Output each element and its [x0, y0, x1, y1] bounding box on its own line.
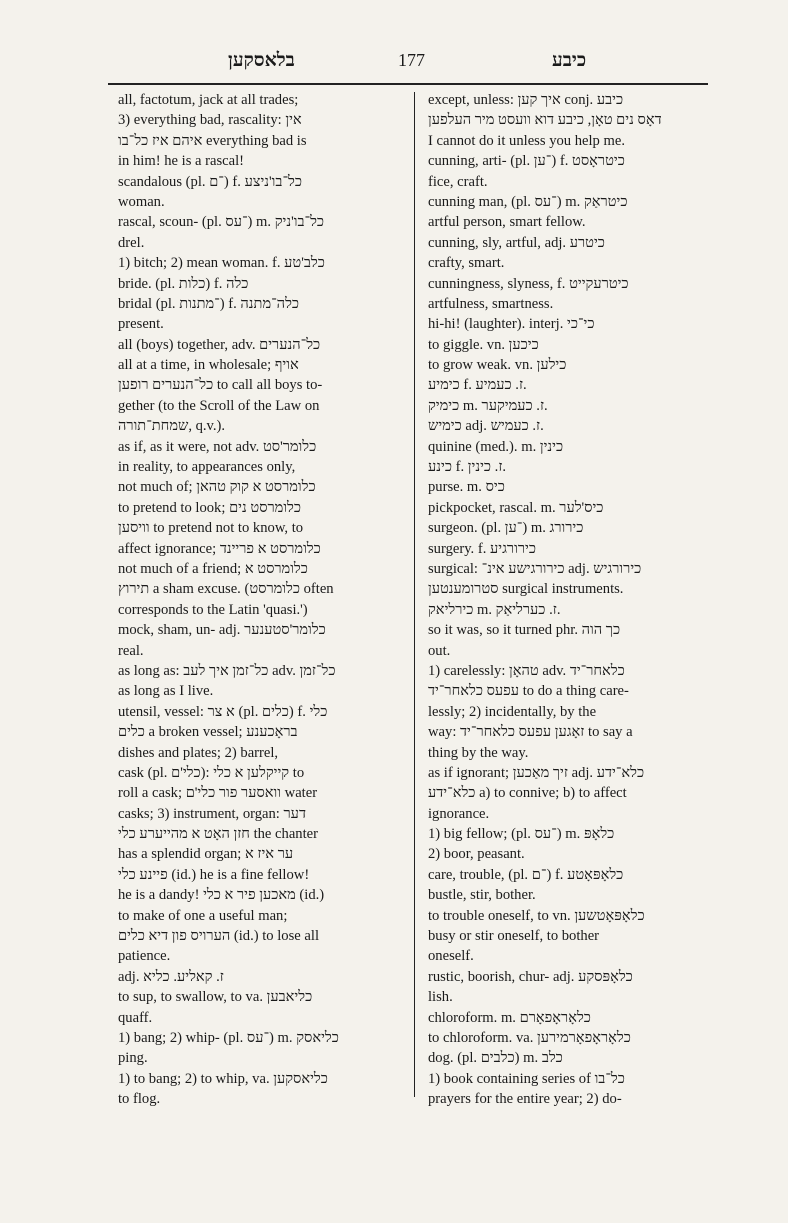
entry-line: mock, sham, un- adj. כלומר'סטענער [118, 622, 326, 639]
entry-line: cunning, sly, artful, adj. כיטרע [428, 234, 605, 251]
entry-line: הערויס פון דיא כלים (id.) to lose all [118, 928, 319, 945]
entry-line: I cannot do it unless you help me. [428, 132, 625, 149]
entry-line: hi-hi! (laughter). interj. כי־כי [428, 316, 595, 333]
entry-line: cunningness, slyness, f. כיטרעקייט [428, 275, 629, 292]
entry-line: עפעס כלאחר־יד to do a thing care- [428, 683, 629, 700]
entry-line: bustle, stir, bother. [428, 887, 536, 904]
entry-line: סטרומענטען surgical instruments. [428, 581, 624, 598]
entry-line: chloroform. m. כלאָראָפאָרם [428, 1009, 591, 1026]
entry-line: כימיק m. ז. כעמיקער. [428, 397, 548, 414]
entry-line: פיינע כלי (id.) he is a fine fellow! [118, 866, 310, 883]
entry-line: cunning man, (pl. ־עס) m. כיטראַק [428, 193, 628, 210]
entry-line: כירליאק m. ז. כערליאַק. [428, 601, 561, 618]
entry-line: ping. [118, 1050, 148, 1067]
entry-line: וויסען to pretend not to know, to [118, 520, 304, 537]
entry-line: out. [428, 642, 451, 659]
entry-line: except, unless: איך קען conj. כיבע [428, 92, 624, 108]
entry-line: thing by the way. [428, 744, 529, 761]
entry-line: 1) bang; 2) whip- (pl. ־עס) m. כליאסק [118, 1029, 339, 1046]
entry-line: to chloroform. va. כלאָראָפאָרמירען [428, 1029, 631, 1046]
entry-line: affect ignorance; כלומרסט א פריינד [118, 540, 321, 557]
entry-line: quaff. [118, 1009, 153, 1026]
entry-line: כלא־ידע a) to connive; b) to affect [428, 785, 627, 802]
entry-line: 3) everything bad, rascality: אין [118, 112, 302, 129]
entry-line: surgical: כירורגישע אינ־ adj. כירורגיש [428, 560, 642, 577]
entry-line: purse. m. כיס [428, 479, 505, 496]
entry-line: drel. [118, 234, 145, 251]
entry-line: patience. [118, 948, 171, 965]
entry-line: כימיש adj. ז. כעמיש. [428, 418, 544, 435]
page-number: 177 [398, 50, 425, 70]
entry-line: prayers for the entire year; 2) do- [428, 1091, 622, 1108]
entry-line: ignorance. [428, 805, 490, 822]
entry-line: rascal, scoun- (pl. ־עס) m. כל־בו'ניק [118, 214, 325, 231]
entry-line: to flog. [118, 1091, 161, 1108]
entry-line: in him! he is a rascal! [118, 153, 245, 170]
entry-line: כימיע f. ז. כעמיע. [428, 377, 527, 394]
entry-line: scandalous (pl. ־ם) f. כל־בו'ניצע [118, 173, 302, 190]
entry-line: surgeon. (pl. ־ען) m. כירורג [428, 520, 584, 537]
entry-line: gether (to the Scroll of the Law on [118, 397, 320, 414]
entry-line: bridal (pl. ־מתנות) f. כלה־מתנה [118, 295, 300, 312]
entry-line: דאָס נים טאָן, כיבע דוא וועסט מיר העלפען [428, 112, 662, 129]
entry-line: cunning, arti- (pl. ־ען) f. כיטראָסט [428, 153, 625, 170]
entry-line: שמחת־תורה, q.v.). [118, 418, 226, 435]
entry-line: he is a dandy! מאכען פיר א כלי (id.) [118, 887, 325, 904]
entry-line: 1) bitch; 2) mean woman. f. כלב'טע [118, 255, 325, 272]
entry-line: to giggle. vn. כיכען [428, 336, 539, 353]
column-divider [414, 92, 415, 1097]
entry-line: lessly; 2) incidentally, by the [428, 703, 597, 720]
header-rule [108, 83, 708, 85]
entry-line: present. [118, 316, 164, 333]
entry-line: to pretend to look; כלומרסט נים [118, 499, 302, 516]
entry-line: 1) big fellow; (pl. ־עס) m. כלאָפּ [428, 826, 615, 843]
entry-line: so it was, so it turned phr. כך הוה [428, 622, 621, 639]
entry-line: dog. (pl. כלבים) m. כלב [428, 1050, 563, 1067]
entry-line: all, factotum, jack at all trades; [118, 92, 299, 108]
entry-line: 1) to bang; 2) to whip, va. כליאסקען [118, 1070, 328, 1087]
entry-line: תירוץ a sham excuse. (כלומרסט often [118, 581, 334, 598]
entry-line: has a splendid organ; ער איז א [118, 846, 294, 863]
entry-line: all (boys) together, adv. כל־הנערים [118, 336, 321, 353]
entry-line: rustic, boorish, chur- adj. כלאָפּסקע [428, 968, 633, 985]
entry-line: as if ignorant; זיך מאַכען adj. כלא־ידע [428, 764, 645, 781]
entry-line: cask (pl. כלי'ם): קייקלען א כלי to [118, 764, 305, 781]
entry-line: artfulness, smartness. [428, 295, 554, 312]
entry-line: as if, as it were, not adv. כלומר'סט [118, 438, 317, 455]
entry-line: busy or stir oneself, to bother [428, 928, 600, 945]
entry-line: all at a time, in wholesale; אויף [118, 357, 299, 374]
entry-line: to sup, to swallow, to va. כליאבען [118, 989, 313, 1006]
page-header [0, 50, 788, 84]
entry-line: as long as I live. [118, 683, 214, 700]
entry-line: bride. (pl. כלות) f. כלה [118, 275, 249, 292]
entry-line: real. [118, 642, 144, 659]
entry-line: corresponds to the Latin 'quasi.') [118, 601, 308, 618]
entry-line: pickpocket, rascal. m. כיס'לער [428, 499, 604, 516]
entry-line: lish. [428, 989, 453, 1006]
entry-line: fice, craft. [428, 173, 488, 190]
entry-line: quinine (med.). m. כינין [428, 438, 564, 455]
entry-line: 1) carelessly: טהאָן adv. כלאחר־יד [428, 662, 625, 679]
entry-line: dishes and plates; 2) barrel, [118, 744, 279, 761]
entry-line: as long as: כל־זמן איך לעב adv. כל־זמן [118, 662, 336, 679]
entry-line: roll a cask; וואסער פור כלי'ם water [118, 785, 318, 802]
entry-line: artful person, smart fellow. [428, 214, 586, 231]
header-right-guide-word: כיבע [552, 50, 587, 71]
entry-line: 2) boor, peasant. [428, 846, 525, 863]
entry-line: כלים a broken vessel; בראָכענע [118, 724, 298, 741]
entry-line: crafty, smart. [428, 255, 505, 272]
entry-line: not much of a friend; כלומרסט א [118, 560, 308, 577]
left-column [118, 90, 406, 1110]
entry-line: utensil, vessel: א צר (pl. כלים) f. כלי [118, 703, 328, 720]
entry-line: כל־הנערים רופען to call all boys to- [118, 377, 323, 394]
entry-line: surgery. f. כירורגיע [428, 540, 536, 557]
entry-line: כינע f. ז. כינין. [428, 459, 507, 476]
entry-line: not much of; כלומרסט א קוק טהאן [118, 479, 316, 496]
entry-line: to make of one a useful man; [118, 907, 288, 924]
entry-line: oneself. [428, 948, 474, 965]
header-left-guide-word: בלאסקען [228, 50, 295, 71]
entry-line: in reality, to appearances only, [118, 459, 296, 476]
entry-line: חזן האָט א מהייערע כלי the chanter [118, 826, 318, 843]
entry-line: adj. ז. קאליע. כליא [118, 968, 224, 985]
entry-line: casks; 3) instrument, organ: דער [118, 805, 306, 822]
entry-line: 1) book containing series of כל־בו [428, 1070, 625, 1087]
right-column [428, 90, 706, 1110]
entry-line: to grow weak. vn. כילען [428, 357, 567, 374]
entry-line: way: זאָגען עפעס כלאחר־יד to say a [428, 724, 633, 741]
entry-line: woman. [118, 193, 165, 210]
entry-line: care, trouble, (pl. ־ם) f. כלאָפּאָטע [428, 866, 624, 883]
entry-line: איהם איז כל־בו everything bad is [118, 132, 307, 149]
entry-line: to trouble oneself, to vn. כלאָפּאָטשען [428, 907, 645, 924]
